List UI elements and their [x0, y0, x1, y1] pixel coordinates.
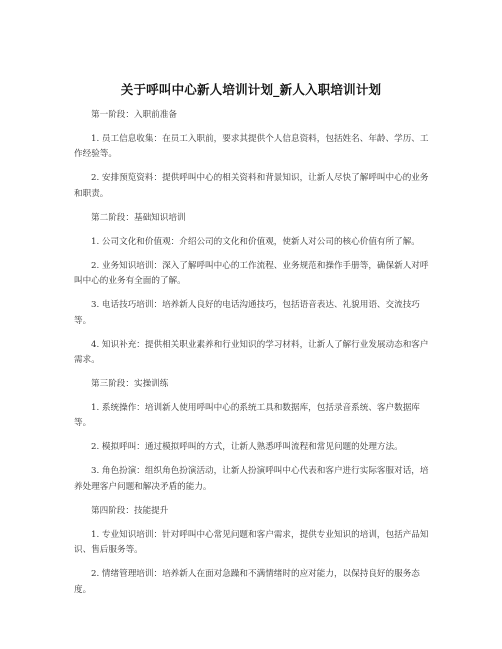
document-body — [74, 108, 430, 607]
paragraph-stage-1-item-2: 2. 安排预览资料：提供呼叫中心的相关资料和背景知识，让新人尽快了解呼叫中心的业务和职责。 — [74, 173, 429, 199]
paragraph-stage-1-item-1: 1. 员工信息收集：在员工入职前，要求其提供个人信息资料，包括姓名、年龄、学历、工作经验等。 — [74, 134, 429, 160]
paragraph-stage-1-heading: 第一阶段：入职前准备 — [91, 110, 177, 120]
paragraph-stage-2-item-4: 4. 知识补充：提供相关职业素养和行业知识的学习材料，让新人了解行业发展动态和客户需求。 — [74, 339, 429, 366]
paragraph-stage-4-item-2: 2. 情绪管理培训：培养新人在面对急躁和不满情绪时的应对能力，以保持良好的服务态度。 — [74, 569, 420, 595]
paragraph-stage-2-item-3: 3. 电话技巧培训：培养新人良好的电话沟通技巧，包括语音表达、礼貌用语、交流技巧等。 — [74, 300, 420, 326]
document-title: 关于呼叫中心新人培训计划_新人入职培训计划 — [120, 82, 382, 97]
paragraph-stage-3-item-1: 1. 系统操作：培训新人使用呼叫中心的系统工具和数据库，包括录音系统、客户数据库等。 — [74, 403, 420, 429]
paragraph-stage-2-item-1: 1. 公司文化和价值观：介绍公司的文化和价值观，使新人对公司的核心价值有所了解。 — [91, 236, 420, 247]
paragraph-stage-2-heading: 第二阶段：基础知识培训 — [91, 212, 186, 223]
paragraph-stage-3-item-3: 3. 角色扮演：组织角色扮演活动，让新人扮演呼叫中心代表和客户进行实际客服对话，培养处理客户问题和解决矛盾的能力。 — [74, 466, 429, 492]
paragraph-stage-3-item-2: 2. 模拟呼叫：通过模拟呼叫的方式，让新人熟悉呼叫流程和常见问题的处理方法。 — [91, 442, 403, 453]
paragraph-stage-4-heading: 第四阶段：技能提升 — [91, 505, 169, 516]
paragraph-stage-2-item-2: 2. 业务知识培训：深入了解呼叫中心的工作流程、业务规范和操作手册等，确保新人对呼叫中心的业务有全面的了解。 — [74, 260, 429, 287]
paragraph-stage-4-item-1: 1. 专业知识培训：针对呼叫中心常见问题和客户需求，提供专业知识的培训，包括产品知识、售后服务等。 — [74, 529, 429, 556]
paragraph-stage-3-heading: 第三阶段：实操训练 — [91, 379, 169, 390]
